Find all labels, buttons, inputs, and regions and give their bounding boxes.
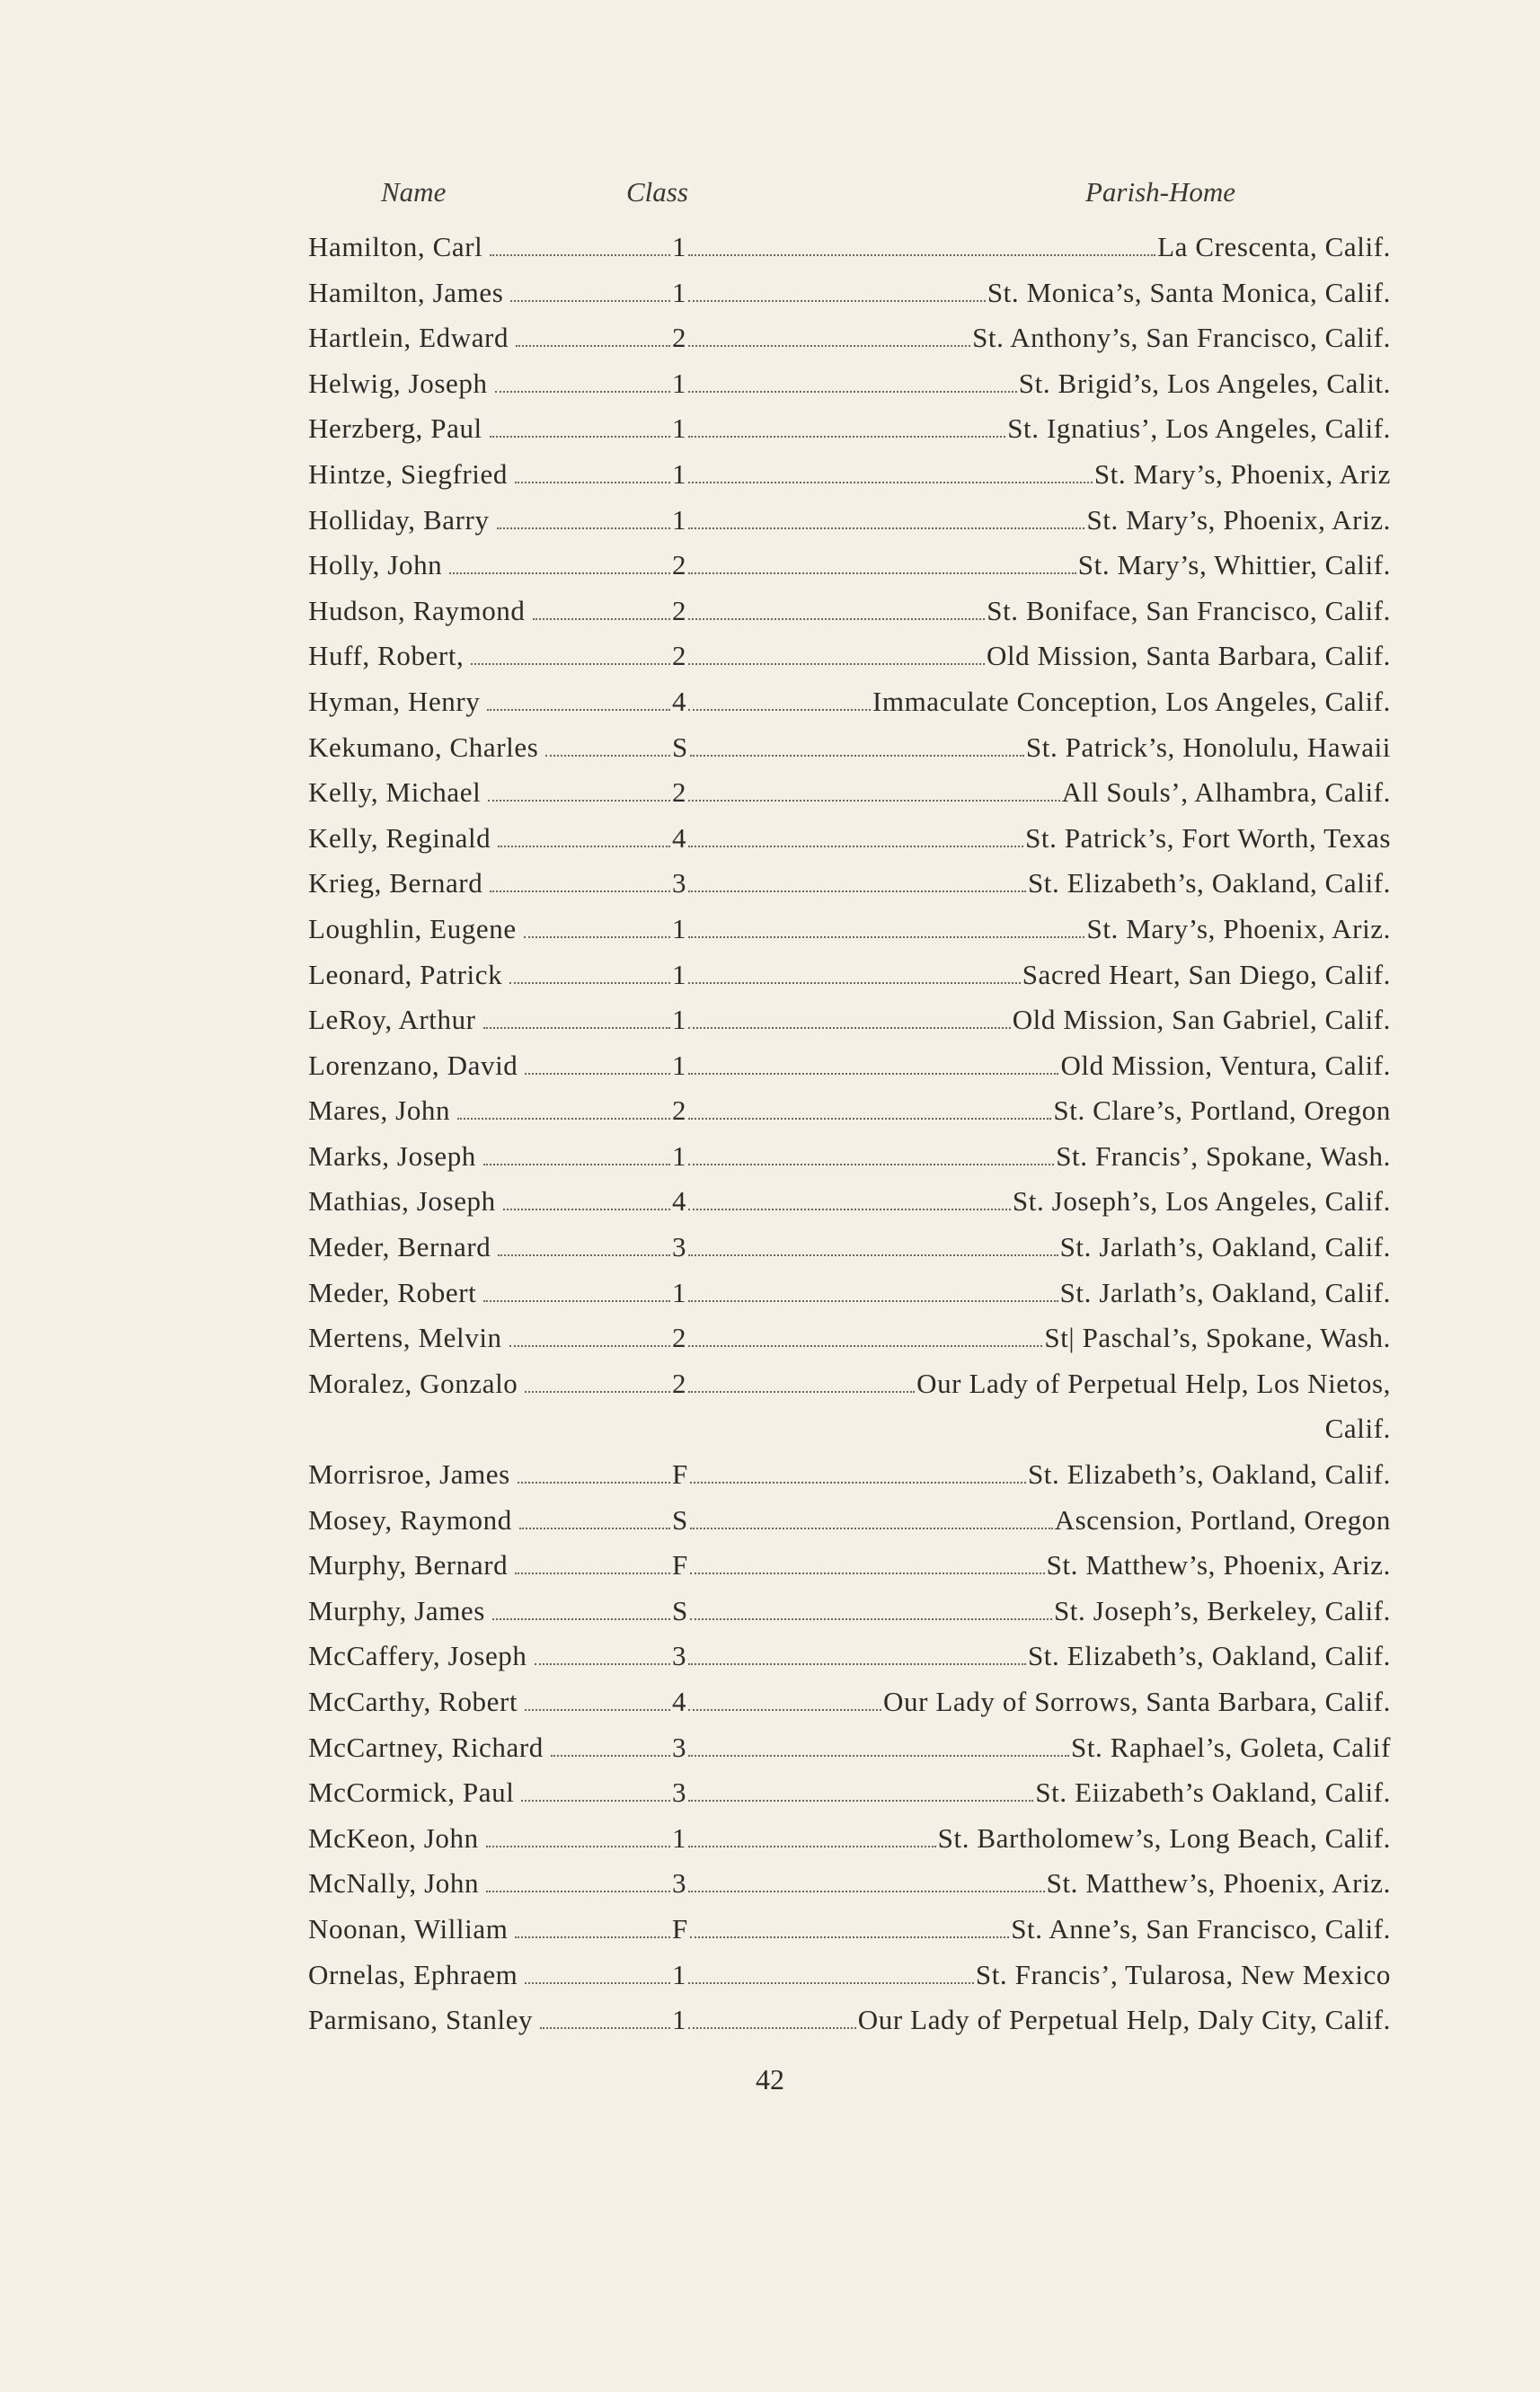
- parish-home: St. Bartholomew’s, Long Beach, Calif.: [937, 1821, 1391, 1854]
- student-name: Krieg, Bernard: [308, 867, 483, 899]
- student-name: Mertens, Melvin: [308, 1322, 502, 1354]
- class-year: 3: [672, 1731, 687, 1763]
- dot-leader: [525, 1073, 670, 1075]
- header-name: Name: [381, 176, 447, 208]
- parish-home: St. Anne’s, San Francisco, Calif.: [1011, 1912, 1391, 1945]
- dot-leader: [524, 936, 670, 938]
- dot-leader: [498, 846, 670, 847]
- parish-home: St. Boniface, San Francisco, Calif.: [987, 594, 1391, 626]
- student-name: Leonard, Patrick: [308, 958, 503, 990]
- parish-home: All Souls’, Alhambra, Calif.: [1061, 776, 1391, 809]
- dot-leader: [688, 1164, 1054, 1165]
- parish-home: Old Mission, Ventura, Calif.: [1060, 1049, 1391, 1081]
- dot-leader: [509, 1345, 670, 1347]
- roster-row: [0, 406, 1540, 452]
- class-year: 1: [672, 1049, 687, 1081]
- parish-home: St. Elizabeth’s, Oakland, Calif.: [1027, 867, 1391, 899]
- parish-home: Our Lady of Perpetual Help, Los Nietos,: [916, 1367, 1391, 1399]
- dot-leader: [533, 618, 671, 620]
- class-year: 1: [672, 1821, 687, 1854]
- dot-leader: [688, 527, 1084, 529]
- student-name: Mathias, Joseph: [308, 1185, 496, 1218]
- parish-home: St. Mary’s, Phoenix, Ariz.: [1086, 912, 1391, 944]
- dot-leader: [690, 1528, 1053, 1529]
- dot-leader: [490, 254, 670, 256]
- student-name: Helwig, Joseph: [308, 367, 488, 399]
- dot-leader: [688, 1300, 1058, 1302]
- parish-home: St. Elizabeth’s, Oakland, Calif.: [1027, 1458, 1391, 1491]
- parish-home: Old Mission, Santa Barbara, Calif.: [986, 640, 1391, 672]
- roster-row: [0, 907, 1540, 952]
- parish-home: Old Mission, San Gabriel, Calif.: [1012, 1004, 1391, 1036]
- dot-leader: [688, 1391, 915, 1393]
- dot-leader: [490, 890, 670, 892]
- dot-leader: [688, 1800, 1033, 1802]
- parish-home: St. Francis’, Tularosa, New Mexico: [975, 1958, 1391, 1990]
- dot-leader: [515, 1573, 670, 1574]
- dot-leader: [516, 345, 670, 347]
- class-year: 2: [672, 776, 687, 809]
- roster-row: [0, 1271, 1540, 1316]
- dot-leader: [688, 1755, 1069, 1757]
- roster-row: [0, 1816, 1540, 1862]
- roster-row: [0, 498, 1540, 544]
- roster-row: [0, 1316, 1540, 1361]
- student-name: McCartney, Richard: [308, 1731, 544, 1763]
- class-year: 1: [672, 2004, 687, 2036]
- student-name: Murphy, James: [308, 1594, 485, 1626]
- dot-leader: [525, 1391, 670, 1393]
- dot-leader: [471, 663, 670, 665]
- parish-home: St. Monica’s, Santa Monica, Calif.: [987, 276, 1391, 308]
- parish-home: St. Clare’s, Portland, Oregon: [1053, 1094, 1391, 1127]
- student-name: Mares, John: [308, 1094, 451, 1127]
- dot-leader: [690, 1618, 1052, 1620]
- student-name: Holliday, Barry: [308, 503, 490, 536]
- roster-row: [0, 1589, 1540, 1635]
- roster-row: [0, 1543, 1540, 1589]
- class-year: 2: [672, 1322, 687, 1354]
- student-name: Hintze, Siegfried: [308, 457, 508, 490]
- class-year: 3: [672, 867, 687, 899]
- roster-row: [0, 1043, 1540, 1089]
- dot-leader: [688, 1846, 936, 1847]
- roster-row: [0, 679, 1540, 725]
- class-year: 1: [672, 457, 687, 490]
- class-year: S: [672, 1594, 688, 1626]
- parish-home: St. Anthony’s, San Francisco, Calif.: [972, 322, 1391, 354]
- dot-leader: [521, 1800, 670, 1802]
- roster-row: [0, 315, 1540, 361]
- class-year: 4: [672, 1686, 687, 1717]
- dot-leader: [690, 1482, 1026, 1484]
- dot-leader: [688, 800, 1060, 802]
- roster-row: [0, 1679, 1540, 1725]
- roster-row: [0, 1907, 1540, 1953]
- student-name: LeRoy, Arthur: [308, 1004, 476, 1036]
- dot-leader: [688, 846, 1023, 847]
- student-name: Hudson, Raymond: [308, 594, 526, 626]
- class-year: 1: [672, 503, 687, 536]
- parish-home: St. Joseph’s, Los Angeles, Calif.: [1012, 1185, 1391, 1218]
- roster-row: [0, 861, 1540, 907]
- student-name: Hartlein, Edward: [308, 322, 509, 354]
- roster-row: [0, 1770, 1540, 1816]
- parish-home: St. Jarlath’s, Oakland, Calif.: [1059, 1231, 1391, 1263]
- student-name: Hyman, Henry: [308, 685, 481, 717]
- dot-leader: [688, 1345, 1042, 1347]
- roster-row: [0, 543, 1540, 589]
- dot-leader: [688, 1254, 1058, 1256]
- class-year: 1: [672, 958, 687, 990]
- dot-leader: [518, 1482, 670, 1484]
- roster-row: [0, 633, 1540, 679]
- student-name: Holly, John: [308, 549, 443, 581]
- class-year: 2: [672, 322, 687, 354]
- class-year: F: [672, 1912, 688, 1945]
- roster-row: [0, 452, 1540, 498]
- roster-row: [0, 225, 1540, 270]
- student-name: Meder, Bernard: [308, 1231, 491, 1263]
- dot-leader: [688, 482, 1093, 483]
- student-name: Loughlin, Eugene: [308, 912, 517, 944]
- roster-row: [0, 770, 1540, 816]
- dot-leader: [688, 345, 970, 347]
- dot-leader: [535, 1663, 670, 1665]
- student-name: Huff, Robert,: [308, 640, 465, 672]
- dot-leader: [525, 1982, 670, 1984]
- dot-leader: [688, 663, 985, 665]
- student-name: Kelly, Michael: [308, 776, 482, 809]
- parish-home: Our Lady of Perpetual Help, Daly City, Calif.: [857, 2004, 1391, 2036]
- parish-home: St. Mary’s, Phoenix, Ariz: [1093, 457, 1391, 490]
- roster-row: [0, 997, 1540, 1043]
- student-name: Morrisroe, James: [308, 1458, 510, 1491]
- class-year: F: [672, 1458, 688, 1491]
- parish-home: St. Joseph’s, Berkeley, Calif.: [1053, 1594, 1391, 1626]
- parish-home: St. Brigid’s, Los Angeles, Calit.: [1018, 367, 1391, 399]
- parish-home: St. Elizabeth’s, Oakland, Calif.: [1027, 1640, 1391, 1672]
- student-name: McCaffery, Joseph: [308, 1640, 527, 1672]
- dot-leader: [449, 572, 670, 574]
- roster-row: [0, 816, 1540, 862]
- roster-row: [0, 1634, 1540, 1679]
- dot-leader: [510, 300, 670, 302]
- class-year: 4: [672, 821, 687, 854]
- class-year: 1: [672, 912, 687, 944]
- dot-leader: [515, 1936, 670, 1938]
- parish-home: St. Matthew’s, Phoenix, Ariz.: [1046, 1549, 1391, 1581]
- roster-row: [0, 361, 1540, 407]
- dot-leader: [688, 1073, 1058, 1075]
- dot-leader: [688, 572, 1076, 574]
- dot-leader: [688, 1209, 1011, 1210]
- parish-home: Our Lady of Sorrows, Santa Barbara, Calif.: [883, 1686, 1391, 1717]
- roster-row: [0, 1361, 1540, 1452]
- dot-leader: [483, 1300, 670, 1302]
- roster-row: [0, 1998, 1540, 2043]
- parish-home: St. Francis’, Spokane, Wash.: [1056, 1139, 1391, 1172]
- student-name: Murphy, Bernard: [308, 1549, 509, 1581]
- parish-home: St. Ignatius’, Los Angeles, Calif.: [1007, 412, 1391, 445]
- roster-row: [0, 1225, 1540, 1271]
- student-name: Ornelas, Ephraem: [308, 1958, 518, 1990]
- dot-leader: [492, 1618, 670, 1620]
- column-headers: [0, 176, 1540, 216]
- parish-home: St. Mary’s, Whittier, Calif.: [1077, 549, 1391, 581]
- student-name: McCarthy, Robert: [308, 1686, 518, 1717]
- parish-home: La Crescenta, Calif.: [1157, 231, 1391, 262]
- class-year: 3: [672, 1776, 687, 1809]
- roster-row: [0, 1134, 1540, 1180]
- dot-leader: [495, 391, 670, 393]
- student-name: Hamilton, James: [308, 276, 504, 308]
- class-year: 2: [672, 640, 687, 672]
- parish-home: St. Matthew’s, Phoenix, Ariz.: [1046, 1867, 1391, 1900]
- parish-home: St. Patrick’s, Fort Worth, Texas: [1025, 821, 1391, 854]
- roster-row: [0, 1861, 1540, 1907]
- student-name: Lorenzano, David: [308, 1049, 518, 1081]
- dot-leader: [483, 1164, 670, 1165]
- dot-leader: [488, 800, 670, 802]
- roster-row: [0, 1452, 1540, 1498]
- dot-leader: [688, 391, 1017, 393]
- roster-row: [0, 1179, 1540, 1225]
- dot-leader: [457, 1118, 670, 1120]
- student-name: Mosey, Raymond: [308, 1503, 512, 1536]
- roster-row: [0, 270, 1540, 316]
- roster-row: [0, 952, 1540, 998]
- dot-leader: [498, 1254, 670, 1256]
- class-year: 4: [672, 1185, 687, 1218]
- dot-leader: [690, 1573, 1045, 1574]
- dot-leader: [515, 482, 670, 483]
- dot-leader: [690, 755, 1024, 757]
- dot-leader: [486, 1891, 670, 1892]
- dot-leader: [483, 1027, 670, 1029]
- class-year: 4: [672, 685, 687, 717]
- student-name: Parmisano, Stanley: [308, 2004, 534, 2036]
- dot-leader: [688, 300, 986, 302]
- roster-row: [0, 725, 1540, 771]
- dot-leader: [690, 1936, 1009, 1938]
- student-name: Kekumano, Charles: [308, 731, 539, 763]
- dot-leader: [688, 1709, 881, 1711]
- class-year: 1: [672, 1276, 687, 1308]
- dot-leader: [509, 982, 670, 984]
- parish-home: St. Jarlath’s, Oakland, Calif.: [1059, 1276, 1391, 1308]
- student-roster: [0, 225, 1540, 2043]
- student-name: Moralez, Gonzalo: [308, 1367, 518, 1399]
- parish-home: Immaculate Conception, Los Angeles, Calif.: [872, 685, 1391, 717]
- dot-leader: [503, 1209, 670, 1210]
- student-name: Hamilton, Carl: [308, 231, 483, 262]
- dot-leader: [497, 527, 670, 529]
- dot-leader: [688, 2027, 856, 2029]
- dot-leader: [688, 1891, 1045, 1892]
- class-year: 2: [672, 1367, 687, 1399]
- dot-leader: [487, 709, 670, 711]
- dot-leader: [688, 982, 1021, 984]
- dot-leader: [688, 1663, 1026, 1665]
- class-year: 1: [672, 1139, 687, 1172]
- page-number: 42: [756, 2063, 784, 2095]
- dot-leader: [519, 1528, 670, 1529]
- class-year: 2: [672, 1094, 687, 1127]
- class-year: 1: [672, 367, 687, 399]
- parish-home: St. Eiizabeth’s Oakland, Calif.: [1035, 1776, 1391, 1809]
- class-year: 2: [672, 594, 687, 626]
- parish-home: St. Mary’s, Phoenix, Ariz.: [1086, 503, 1391, 536]
- dot-leader: [688, 1982, 974, 1984]
- student-name: McNally, John: [308, 1867, 480, 1900]
- student-name: Meder, Robert: [308, 1276, 477, 1308]
- class-year: 3: [672, 1867, 687, 1900]
- dot-leader: [688, 254, 1155, 256]
- header-class: Class: [626, 176, 688, 208]
- dot-leader: [545, 755, 670, 757]
- student-name: McKeon, John: [308, 1821, 479, 1854]
- class-year: S: [672, 1503, 688, 1536]
- roster-row: [0, 1498, 1540, 1544]
- header-parish-home: Parish-Home: [1085, 176, 1236, 208]
- parish-home-continued: Calif.: [1324, 1413, 1391, 1445]
- dot-leader: [486, 1846, 670, 1847]
- parish-home: St. Raphael’s, Goleta, Calif: [1070, 1731, 1391, 1763]
- roster-row: [0, 1953, 1540, 1998]
- student-name: Herzberg, Paul: [308, 412, 482, 445]
- dot-leader: [551, 1755, 670, 1757]
- parish-home: Ascension, Portland, Oregon: [1054, 1503, 1391, 1536]
- class-year: 2: [672, 549, 687, 581]
- class-year: 3: [672, 1640, 687, 1672]
- roster-row: [0, 1088, 1540, 1134]
- dot-leader: [688, 1118, 1051, 1120]
- dot-leader: [490, 436, 670, 438]
- parish-home: St| Paschal’s, Spokane, Wash.: [1044, 1322, 1391, 1354]
- dot-leader: [525, 1709, 670, 1711]
- class-year: 1: [672, 1004, 687, 1036]
- class-year: 1: [672, 1958, 687, 1990]
- dot-leader: [688, 709, 871, 711]
- student-name: Marks, Joseph: [308, 1139, 476, 1172]
- dot-leader: [688, 890, 1026, 892]
- roster-row: [0, 589, 1540, 634]
- parish-home: St. Patrick’s, Honolulu, Hawaii: [1025, 731, 1391, 763]
- class-year: 1: [672, 412, 687, 445]
- student-name: McCormick, Paul: [308, 1776, 515, 1809]
- dot-leader: [688, 618, 985, 620]
- class-year: 1: [672, 276, 687, 308]
- class-year: 3: [672, 1231, 687, 1263]
- dot-leader: [688, 1027, 1011, 1029]
- class-year: S: [672, 731, 688, 763]
- class-year: 1: [672, 231, 687, 262]
- dot-leader: [688, 936, 1084, 938]
- dot-leader: [688, 436, 1005, 438]
- dot-leader: [540, 2027, 670, 2029]
- parish-home: Sacred Heart, San Diego, Calif.: [1022, 958, 1391, 990]
- student-name: Kelly, Reginald: [308, 821, 491, 854]
- roster-row: [0, 1725, 1540, 1771]
- class-year: F: [672, 1549, 688, 1581]
- student-name: Noonan, William: [308, 1912, 509, 1945]
